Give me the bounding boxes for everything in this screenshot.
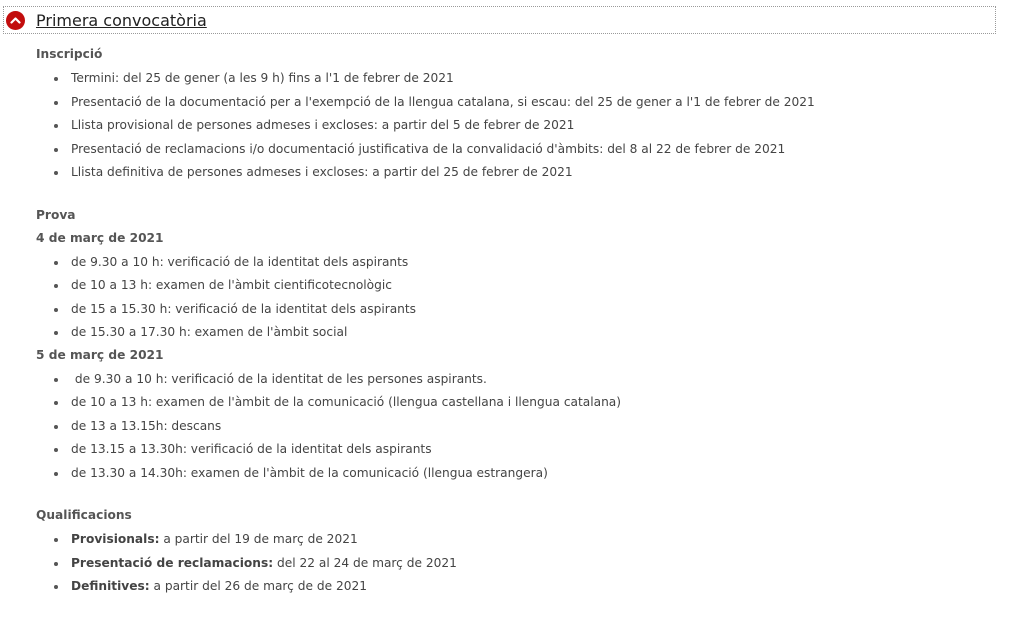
item-label: Definitives: [71, 579, 150, 593]
list-item: Presentació de la documentació per a l'exempció de la llengua catalana, si escau: del 25 de gener a l'1 de febrer de 2021 [36, 91, 996, 115]
list-item: de 10 a 13 h: examen de l'àmbit cientificotecnològic [36, 274, 996, 298]
list-item: de 13.15 a 13.30h: verificació de la identitat dels aspirants [36, 438, 996, 462]
section-heading-prova: Prova [36, 207, 76, 222]
item-label: Presentació de reclamacions: [71, 555, 274, 570]
chevron-up-icon[interactable] [6, 11, 25, 30]
accordion-content [36, 44, 996, 599]
accordion-title[interactable]: Primera convocatòria [36, 10, 207, 30]
list-item [36, 552, 996, 576]
item-text: a partir del 26 de març de de 2021 [149, 579, 367, 593]
section-heading-inscripcio: Inscripció [36, 47, 103, 61]
inscripcio-list [36, 67, 996, 185]
item-label: Provisionals: [71, 532, 160, 546]
list-item: Termini: del 25 de gener (a les 9 h) fins a l'1 de febrer de 2021 [36, 67, 996, 91]
list-item: de 9.30 a 10 h: verificació de la identitat dels aspirants [36, 251, 996, 275]
list-item: de 15 a 15.30 h: verificació de la identitat dels aspirants [36, 298, 996, 322]
list-item [36, 575, 996, 599]
date-heading-day2: 5 de març de 2021 [36, 347, 164, 362]
list-item: de 9.30 a 10 h: verificació de la identitat de les persones aspirants. [36, 368, 996, 392]
list-item: de 13.30 a 14.30h: examen de l'àmbit de la comunicació (llengua estrangera) [36, 462, 996, 486]
prova-day1-list [36, 251, 996, 345]
section-heading-qualificacions: Qualificacions [36, 508, 132, 522]
list-item [36, 528, 996, 552]
list-item: Presentació de reclamacions i/o documentació justificativa de la convalidació d'àmbits: del 8 al 22 de febrer de 2021 [36, 138, 996, 162]
accordion-header[interactable] [3, 6, 996, 34]
qualificacions-list [36, 528, 996, 599]
item-text: del 22 al 24 de març de 2021 [273, 555, 457, 570]
list-item: de 15.30 a 17.30 h: examen de l'àmbit social [36, 321, 996, 345]
list-item: de 13 a 13.15h: descans [36, 415, 996, 439]
prova-day2-list [36, 368, 996, 486]
item-text: a partir del 19 de març de 2021 [159, 532, 358, 546]
date-heading-day1: 4 de març de 2021 [36, 230, 164, 245]
list-item: Llista provisional de persones admeses i excloses: a partir del 5 de febrer de 2021 [36, 114, 996, 138]
list-item: Llista definitiva de persones admeses i excloses: a partir del 25 de febrer de 2021 [36, 161, 996, 185]
list-item: de 10 a 13 h: examen de l'àmbit de la comunicació (llengua castellana i llengua catalana) [36, 391, 996, 415]
